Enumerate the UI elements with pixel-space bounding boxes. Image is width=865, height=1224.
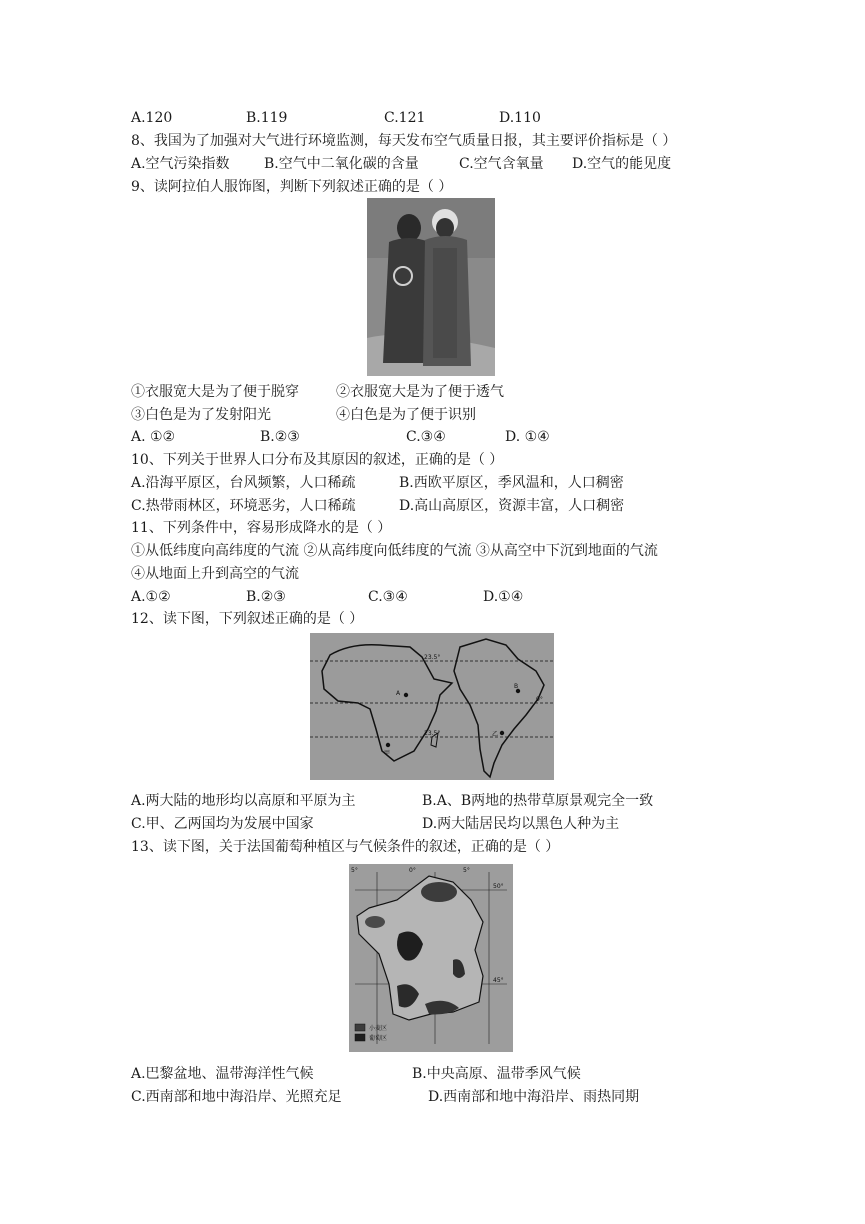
q11-statements-line1: ①从低纬度向高纬度的气流 ②从高纬度向低纬度的气流 ③从高空中下沉到地面的气流 <box>131 543 658 559</box>
legend-wheat-label: 小麦区 <box>369 1025 388 1032</box>
lat-label-50: 50° <box>493 883 504 890</box>
country-yi-label: 乙 <box>492 731 499 738</box>
arab-clothing-photo <box>367 198 495 376</box>
q11-option-b: B.②③ <box>246 589 286 605</box>
q8-option-d: D.空气的能见度 <box>572 156 672 172</box>
q9-option-b: B.②③ <box>260 429 300 445</box>
legend-vineyard-label: 葡萄区 <box>369 1035 388 1042</box>
lon-label-3: 5° <box>463 867 470 874</box>
wheat-region-west <box>365 916 385 928</box>
q9-statement-4: ④白色是为了便于识别 <box>336 407 476 423</box>
lat-label-1: 23.5° <box>424 654 441 661</box>
q9-option-a: A. ①② <box>131 429 176 445</box>
q9-statement-3: ③白色是为了发射阳光 <box>131 407 271 423</box>
africa-south-america-map <box>310 633 554 780</box>
q12-option-c: C.甲、乙两国均为发展中国家 <box>131 816 314 832</box>
country-yi-marker <box>500 731 504 735</box>
lon-label-2: 0° <box>409 867 416 874</box>
q9-option-d: D. ①④ <box>505 429 550 445</box>
q13-option-a: A.巴黎盆地、温带海洋性气候 <box>131 1066 314 1082</box>
q12-option-b: B.A、B两地的热带草原景观完全一致 <box>422 793 654 809</box>
q13-option-d: D.西南部和地中海沿岸、雨热同期 <box>428 1089 640 1105</box>
q9-stem: 9、读阿拉伯人服饰图，判断下列叙述正确的是（ ） <box>131 179 453 195</box>
q11-stem: 11、下列条件中，容易形成降水的是（ ） <box>131 520 392 536</box>
q13-option-c: C.西南部和地中海沿岸、光照充足 <box>131 1089 342 1105</box>
country-jia-label: 甲 <box>384 750 391 757</box>
lat-label-2: 0° <box>536 696 543 703</box>
q7-option-d: D.110 <box>499 110 541 126</box>
q12-stem: 12、读下图，下列叙述正确的是（ ） <box>131 611 364 627</box>
q9-statement-1: ①衣服宽大是为了便于脱穿 <box>131 384 299 400</box>
q10-option-b: B.西欧平原区，季风温和，人口稠密 <box>399 475 624 491</box>
q7-option-c: C.121 <box>384 110 426 126</box>
lat-label-45: 45° <box>493 977 504 984</box>
q8-option-c: C.空气含氧量 <box>459 156 544 172</box>
q9-statement-2: ②衣服宽大是为了便于透气 <box>336 384 504 400</box>
q11-option-d: D.①④ <box>483 589 524 605</box>
q12-option-a: A.两大陆的地形均以高原和平原为主 <box>131 793 356 809</box>
q13-stem: 13、读下图，关于法国葡萄种植区与气候条件的叙述，正确的是（ ） <box>131 839 560 855</box>
country-jia-marker <box>386 743 390 747</box>
q10-option-d: D.高山高原区，资源丰富，人口稠密 <box>399 498 625 514</box>
q9-option-c: C.③④ <box>406 429 446 445</box>
q12-option-d: D.两大陆居民均以黑色人种为主 <box>422 816 620 832</box>
lat-label-3: 23.5° <box>424 730 441 737</box>
q8-stem: 8、我国为了加强对大气进行环境监测，每天发布空气质量日报，其主要评价指标是（ ） <box>131 133 677 149</box>
france-vineyard-map <box>349 864 513 1052</box>
point-b-label: B <box>514 683 519 690</box>
q10-option-a: A.沿海平原区，台风频繁，人口稀疏 <box>131 475 356 491</box>
lon-label-1: 5° <box>351 867 358 874</box>
point-a-label: A <box>396 690 401 697</box>
q10-stem: 10、下列关于世界人口分布及其原因的叙述，正确的是（ ） <box>131 452 504 468</box>
q11-option-c: C.③④ <box>368 589 408 605</box>
q10-option-c: C.热带雨林区，环境恶劣，人口稀疏 <box>131 498 356 514</box>
point-a-marker <box>404 693 408 697</box>
q8-option-a: A.空气污染指数 <box>131 156 230 172</box>
q7-option-a: A.120 <box>131 110 173 126</box>
q13-option-b: B.中央高原、温带季风气候 <box>412 1066 581 1082</box>
wheat-region-north <box>421 882 457 902</box>
q11-statements-line2: ④从地面上升到高空的气流 <box>131 566 299 582</box>
q11-option-a: A.①② <box>131 589 171 605</box>
q8-option-b: B.空气中二氧化碳的含量 <box>264 156 419 172</box>
q7-option-b: B.119 <box>246 110 288 126</box>
